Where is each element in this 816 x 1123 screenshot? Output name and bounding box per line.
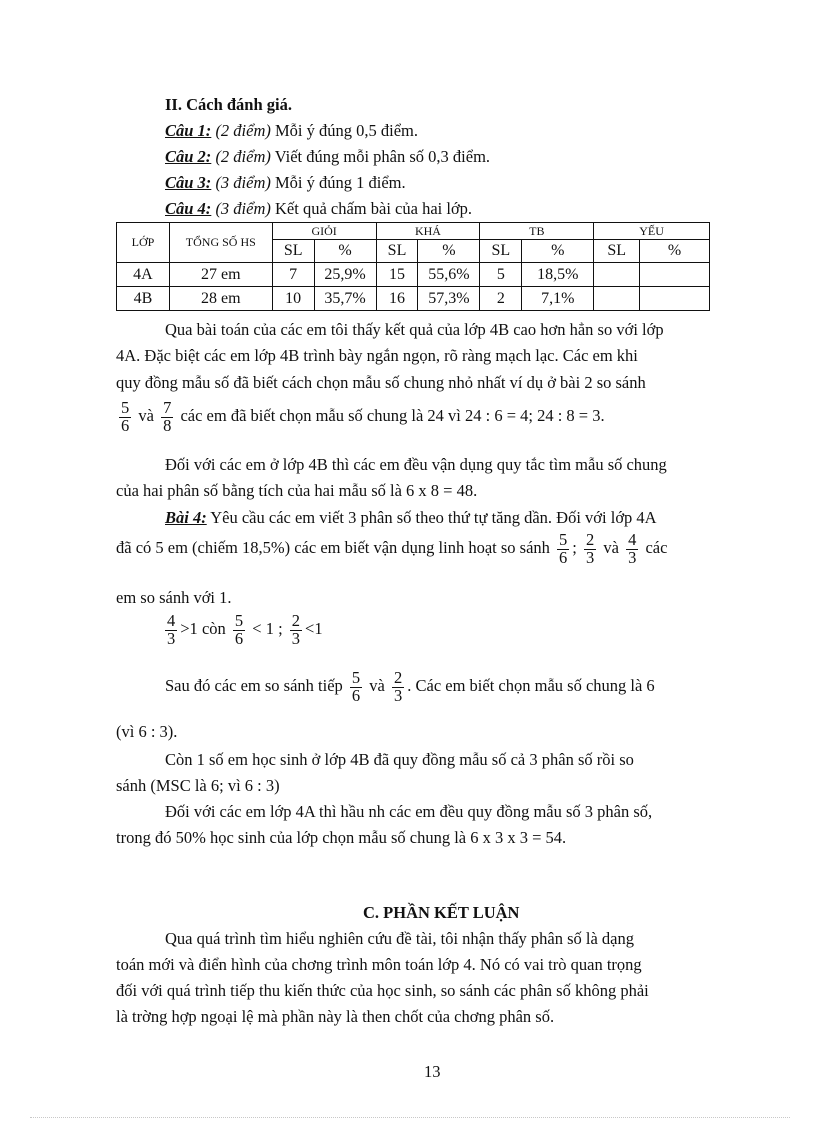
para1-line1: Qua bài toán của các em tôi thấy kết quả của lớp 4B cao hơn hẳn so với lớp <box>165 320 664 339</box>
cell-tb-pct: 18,5% <box>522 263 594 287</box>
question-points: (2 điểm) <box>215 147 271 166</box>
para5-line1: Đối với các em lớp 4A thì hầu nh các em đều quy đồng mẫu số 3 phân số, <box>165 802 653 821</box>
question-3 <box>165 173 406 193</box>
para4-line2: sánh (MSC là 6; vì 6 : 3) <box>116 776 280 795</box>
fraction: $\frac{5}{6}$ <box>121 398 130 435</box>
fraction: $\frac{4}{3}$ <box>628 530 637 567</box>
para2-line1: Đối với các em ở lớp 4B thì các em đều vận dụng quy tắc tìm mẫu số chung <box>165 455 667 474</box>
cell-tong: 28 em <box>169 287 272 311</box>
header-pct: % <box>522 240 594 263</box>
question-points: (3 điểm) <box>215 173 271 192</box>
fraction: $\frac{2}{3}$ <box>586 530 595 567</box>
question-4 <box>165 199 472 219</box>
cell-yeu-pct <box>640 263 710 287</box>
cell-tong: 27 em <box>169 263 272 287</box>
cell-kha-sl: 15 <box>376 263 418 287</box>
fraction: $\frac{2}{3}$ <box>394 668 403 705</box>
cell-gioi-pct: 25,9% <box>314 263 376 287</box>
table-row <box>117 287 710 311</box>
cell-kha-pct: 57,3% <box>418 287 480 311</box>
conclusion-title: C. PHẦN KẾT LUẬN <box>363 903 520 922</box>
question-label: Câu 2: <box>165 147 212 166</box>
question-points: (2 điểm) <box>215 121 271 140</box>
para1-line4: $\frac{5}{6}$ và $\frac{7}{8}$ các em đã biết chọn mẫu số chung là 24 vì 24 : 6 = 4; 24 : 8 = 3. <box>121 398 605 435</box>
header-pct: % <box>314 240 376 263</box>
footer-dotted-rule <box>30 1117 790 1118</box>
cell-tb-sl: 2 <box>480 287 522 311</box>
header-yeu: YẾU <box>594 223 710 240</box>
para3-line1: Sau đó các em so sánh tiếp $\frac{5}{6}$ và $\frac{2}{3}$ . Các em biết chọn mẫu số chung là 6 <box>165 668 655 705</box>
header-tong-so-hs: TỔNG SỐ HS <box>169 223 272 263</box>
fraction: $\frac{5}{6}$ <box>234 611 244 648</box>
question-2 <box>165 147 490 167</box>
question-text: Kết quả chấm bài của hai lớp. <box>275 199 473 218</box>
question-text: Viết đúng mỗi phân số 0,3 điểm. <box>274 147 491 166</box>
cell-yeu-sl <box>594 263 640 287</box>
bai4-label: Bài 4: <box>165 508 207 527</box>
header-pct: % <box>640 240 710 263</box>
cell-yeu-pct <box>640 287 710 311</box>
conclusion-line4: là trờng hợp ngoại lệ mà phần này là then chốt của chơng phân số. <box>116 1007 555 1026</box>
cell-gioi-pct: 35,7% <box>314 287 376 311</box>
cell-lop: 4B <box>117 287 170 311</box>
cell-gioi-sl: 10 <box>272 287 314 311</box>
section-title: II. Cách đánh giá. <box>165 95 292 114</box>
conclusion-line3: đối với quá trình tiếp thu kiến thức của học sinh, so sánh các phân số không phải <box>116 981 649 1000</box>
header-kha: KHÁ <box>376 223 480 240</box>
question-points: (3 điểm) <box>215 199 271 218</box>
para1-line2: 4A. Đặc biệt các em lớp 4B trình bày ngắn ngọn, rõ ràng mạch lạc. Các em khi <box>116 346 638 365</box>
question-label: Câu 3: <box>165 173 212 192</box>
table-header-row <box>117 223 710 240</box>
question-label: Câu 1: <box>165 121 212 140</box>
para3-line2: (vì 6 : 3). <box>116 722 178 741</box>
question-1 <box>165 121 418 141</box>
cell-lop: 4A <box>117 263 170 287</box>
header-sl: SL <box>594 240 640 263</box>
header-pct: % <box>418 240 480 263</box>
question-text: Mỗi ý đúng 1 điểm. <box>275 173 406 192</box>
cell-gioi-sl: 7 <box>272 263 314 287</box>
fraction: $\frac{4}{3}$ <box>167 611 176 648</box>
para2-line2: của hai phân số bằng tích của hai mẫu số là 6 x 8 = 48. <box>116 481 478 500</box>
cell-kha-sl: 16 <box>376 287 418 311</box>
fraction: $\frac{2}{3}$ <box>291 611 301 648</box>
results-table <box>116 222 710 311</box>
header-sl: SL <box>272 240 314 263</box>
bai4-line2: đã có 5 em (chiếm 18,5%) các em biết vận dụng linh hoạt so sánh $\frac{5}{6}$ ; $\frac{2}{3}$ và $\frac{4}{3}$ các <box>116 530 668 567</box>
page-number: 13 <box>424 1062 441 1081</box>
cell-kha-pct: 55,6% <box>418 263 480 287</box>
bai4-line3: em so sánh với 1. <box>116 588 232 607</box>
header-gioi: GIỎI <box>272 223 376 240</box>
question-text: Mỗi ý đúng 0,5 điểm. <box>275 121 419 140</box>
fraction: $\frac{5}{6}$ <box>559 530 568 567</box>
header-tb: TB <box>480 223 594 240</box>
header-sl: SL <box>376 240 418 263</box>
para4-line1: Còn 1 số em học sinh ở lớp 4B đã quy đồng mẫu số cả 3 phân số rồi so <box>165 750 634 769</box>
para1-line3: quy đồng mẫu số đã biết cách chọn mẫu số chung nhỏ nhất ví dụ ở bài 2 so sánh <box>116 373 646 392</box>
compare-line: $\frac{4}{3}$ >1 còn $\frac{5}{6}$ < 1 ; $\frac{2}{3}$ <1 <box>167 611 323 648</box>
bai4-line1: Bài 4: Yêu cầu các em viết 3 phân số theo thứ tự tăng dần. Đối với lớp 4A <box>165 508 657 527</box>
para5-line2: trong đó 50% học sinh của lớp chọn mẫu số chung là 6 x 3 x 3 = 54. <box>116 828 567 847</box>
header-sl: SL <box>480 240 522 263</box>
cell-tb-pct: 7,1% <box>522 287 594 311</box>
fraction: $\frac{7}{8}$ <box>163 398 172 435</box>
header-lop: LỚP <box>117 223 170 263</box>
table-row <box>117 263 710 287</box>
question-label: Câu 4: <box>165 199 212 218</box>
cell-tb-sl: 5 <box>480 263 522 287</box>
conclusion-line2: toán mới và điển hình của chơng trình môn toán lớp 4. Nó có vai trò quan trọng <box>116 955 642 974</box>
conclusion-line1: Qua quá trình tìm hiểu nghiên cứu đề tài, tôi nhận thấy phân số là dạng <box>165 929 635 948</box>
cell-yeu-sl <box>594 287 640 311</box>
fraction: $\frac{5}{6}$ <box>351 668 361 705</box>
